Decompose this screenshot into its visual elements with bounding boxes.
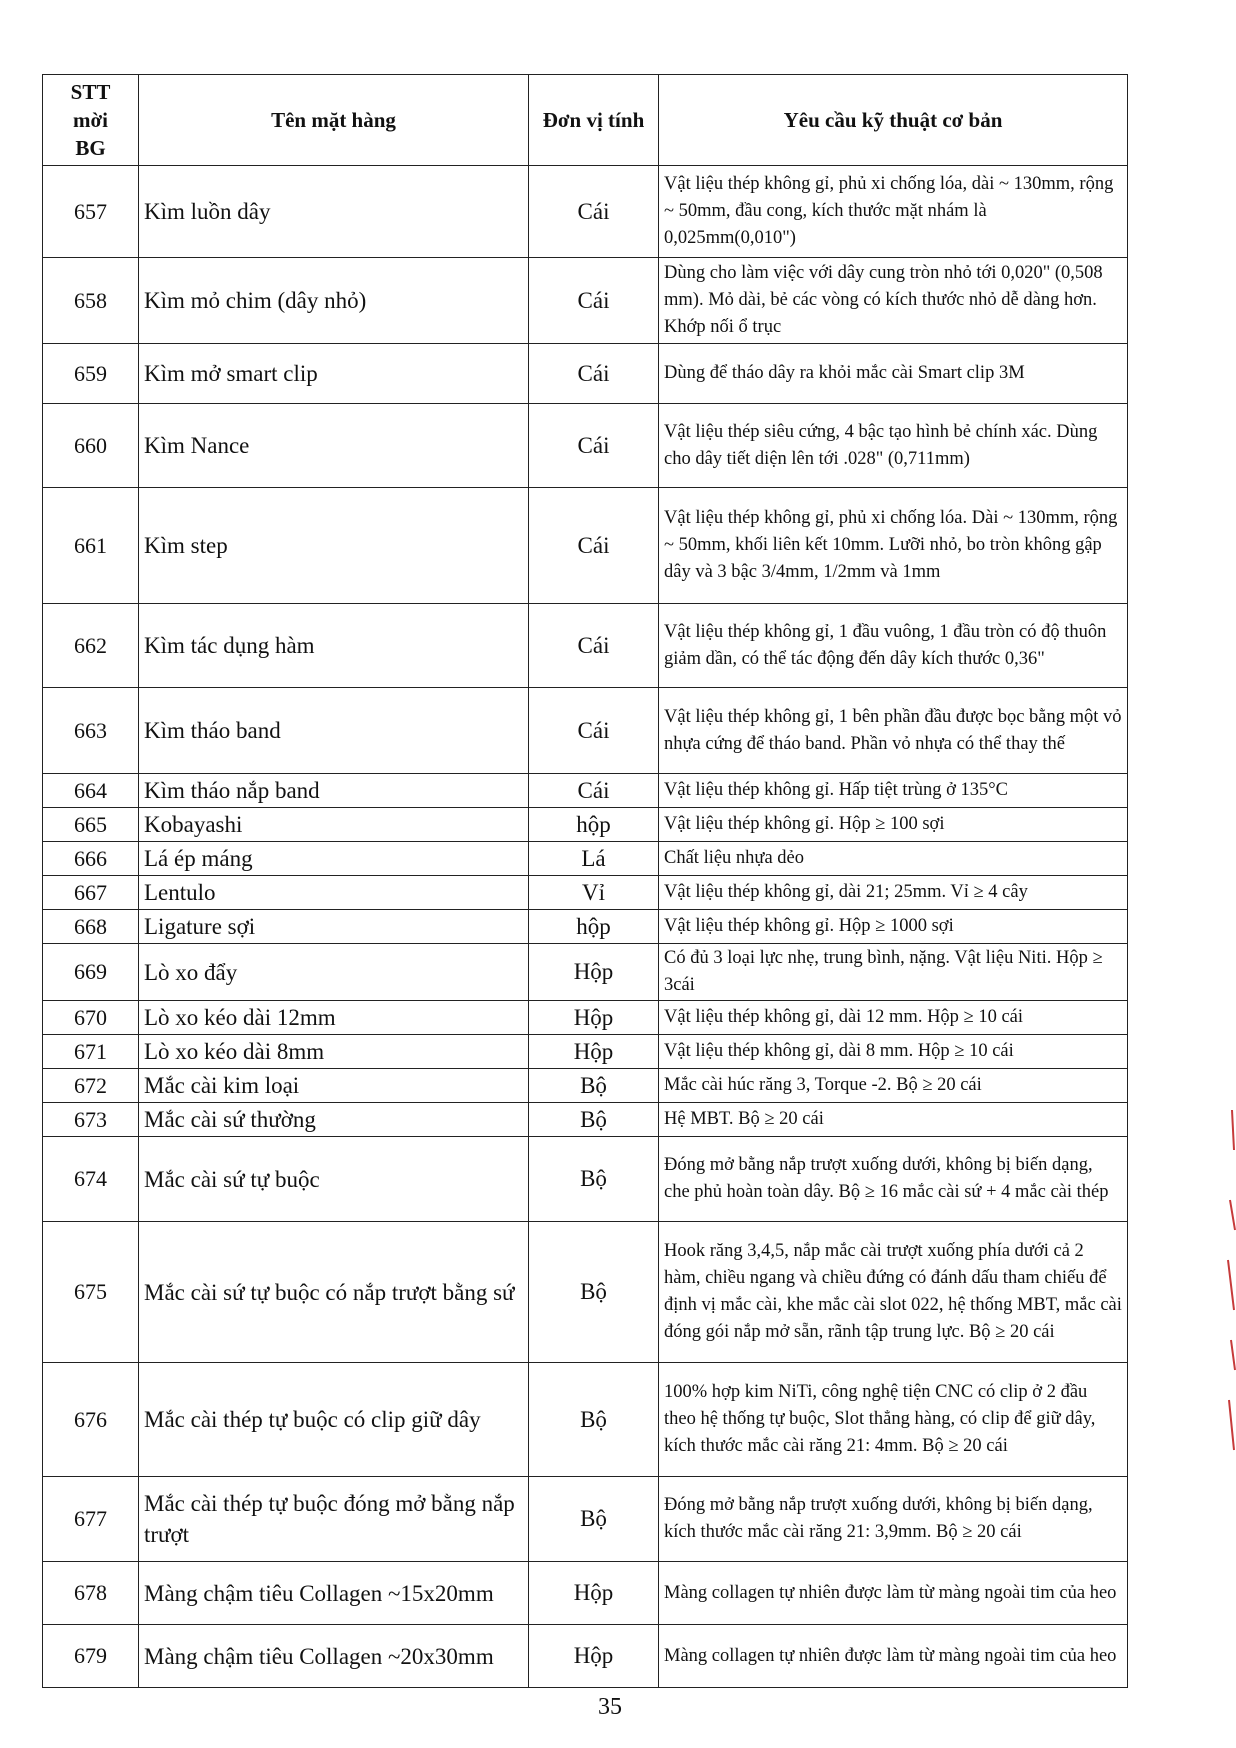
- page-edge-marks: [1222, 1110, 1236, 1470]
- table-row: [43, 1069, 1128, 1103]
- row-requirements: Đóng mở bằng nắp trượt xuống dưới, không bị biến dạng, kích thước mắc cài răng 21: 3,9mm. Bộ ≥ 20 cái: [659, 1477, 1128, 1562]
- row-item-name: Kìm mỏ chim (dây nhỏ): [139, 258, 529, 344]
- row-unit: Lá: [529, 842, 659, 876]
- table-row: [43, 774, 1128, 808]
- row-stt: 658: [43, 258, 139, 344]
- row-requirements: Vật liệu thép siêu cứng, 4 bậc tạo hình bẻ chính xác. Dùng cho dây tiết diện lên tới .028" (0,711mm): [659, 404, 1128, 488]
- row-stt: 660: [43, 404, 139, 488]
- row-stt: 661: [43, 488, 139, 604]
- row-stt: 659: [43, 344, 139, 404]
- table-header-row: [43, 75, 1128, 166]
- row-item-name: Lò xo đẩy: [139, 944, 529, 1001]
- row-item-name: Kìm tháo nắp band: [139, 774, 529, 808]
- table-row: [43, 488, 1128, 604]
- row-stt: 666: [43, 842, 139, 876]
- row-requirements: Đóng mở bằng nắp trượt xuống dưới, không bị biến dạng, che phủ hoàn toàn dây. Bộ ≥ 16 mắc cài sứ + 4 mắc cài thép: [659, 1137, 1128, 1222]
- table-row: [43, 258, 1128, 344]
- row-item-name: Kìm step: [139, 488, 529, 604]
- row-unit: Cái: [529, 604, 659, 688]
- table-row: [43, 1035, 1128, 1069]
- header-stt-line2: mời: [73, 108, 108, 132]
- row-stt: 667: [43, 876, 139, 910]
- row-requirements: Mắc cài húc răng 3, Torque -2. Bộ ≥ 20 cái: [659, 1069, 1128, 1103]
- row-item-name: Kobayashi: [139, 808, 529, 842]
- table-row: [43, 1625, 1128, 1688]
- row-item-name: Lá ép máng: [139, 842, 529, 876]
- row-unit: Vỉ: [529, 876, 659, 910]
- row-unit: Cái: [529, 774, 659, 808]
- row-item-name: Lò xo kéo dài 12mm: [139, 1001, 529, 1035]
- row-stt: 672: [43, 1069, 139, 1103]
- row-stt: 663: [43, 688, 139, 774]
- row-item-name: Kìm Nance: [139, 404, 529, 488]
- table-row: [43, 404, 1128, 488]
- table-row: [43, 688, 1128, 774]
- page-number: 35: [598, 1694, 622, 1720]
- row-unit: hộp: [529, 808, 659, 842]
- table-row: [43, 944, 1128, 1001]
- table-row: [43, 1222, 1128, 1363]
- row-unit: Cái: [529, 166, 659, 258]
- row-item-name: Mắc cài thép tự buộc đóng mở bằng nắp trượt: [139, 1477, 529, 1562]
- row-requirements: Chất liệu nhựa dẻo: [659, 842, 1128, 876]
- row-unit: Cái: [529, 258, 659, 344]
- header-stt-line1: STT: [70, 80, 111, 104]
- header-item-name: Tên mặt hàng: [139, 75, 529, 166]
- row-item-name: Mắc cài sứ tự buộc có nắp trượt bằng sứ: [139, 1222, 529, 1363]
- row-requirements: Dùng cho làm việc với dây cung tròn nhỏ tới 0,020" (0,508 mm). Mỏ dài, bẻ các vòng có kích thước nhỏ dễ dàng hơn. Khớp nối ổ trục: [659, 258, 1128, 344]
- row-requirements: Vật liệu thép không gỉ. Hộp ≥ 1000 sợi: [659, 910, 1128, 944]
- row-item-name: Mắc cài kim loại: [139, 1069, 529, 1103]
- table-row: [43, 876, 1128, 910]
- row-item-name: Ligature sợi: [139, 910, 529, 944]
- row-stt: 669: [43, 944, 139, 1001]
- header-unit: Đơn vị tính: [529, 75, 659, 166]
- row-item-name: Kìm tác dụng hàm: [139, 604, 529, 688]
- row-requirements: Màng collagen tự nhiên được làm từ màng ngoài tim của heo: [659, 1625, 1128, 1688]
- row-unit: Bộ: [529, 1069, 659, 1103]
- table-row: [43, 1477, 1128, 1562]
- row-requirements: Vật liệu thép không gỉ. Hộp ≥ 100 sợi: [659, 808, 1128, 842]
- table-row: [43, 166, 1128, 258]
- row-stt: 665: [43, 808, 139, 842]
- row-stt: 676: [43, 1363, 139, 1477]
- row-item-name: Mắc cài sứ tự buộc: [139, 1137, 529, 1222]
- row-requirements: Vật liệu thép không gỉ, 1 đầu vuông, 1 đầu tròn có độ thuôn giảm dần, có thể tác động đến dây kích thước 0,36": [659, 604, 1128, 688]
- row-stt: 670: [43, 1001, 139, 1035]
- table-row: [43, 604, 1128, 688]
- specification-table: [42, 74, 1128, 1688]
- row-requirements: Vật liệu thép không gỉ. Hấp tiệt trùng ở 135°C: [659, 774, 1128, 808]
- row-unit: Hộp: [529, 1001, 659, 1035]
- row-requirements: Hook răng 3,4,5, nắp mắc cài trượt xuống phía dưới cả 2 hàm, chiều ngang và chiều đứng có đánh dấu tham chiếu để định vị mắc cài, khe mắc cài slot 022, hệ thống MBT, mắc cài đóng gói nắp mở sẵn, rãnh tập trung lực. Bộ ≥ 20 cái: [659, 1222, 1128, 1363]
- table-row: [43, 842, 1128, 876]
- row-unit: Hộp: [529, 1562, 659, 1625]
- header-requirements: Yêu cầu kỹ thuật cơ bản: [659, 75, 1128, 166]
- row-stt: 678: [43, 1562, 139, 1625]
- row-unit: Hộp: [529, 1035, 659, 1069]
- row-unit: Cái: [529, 688, 659, 774]
- row-requirements: 100% hợp kim NiTi, công nghệ tiện CNC có clip ở 2 đầu theo hệ thống tự buộc, Slot thẳng hàng, có clip để giữ dây, kích thước mắc cài răng 21: 4mm. Bộ ≥ 20 cái: [659, 1363, 1128, 1477]
- table-row: [43, 910, 1128, 944]
- row-stt: 671: [43, 1035, 139, 1069]
- row-requirements: Vật liệu thép không gỉ, phủ xi chống lóa. Dài ~ 130mm, rộng ~ 50mm, khối liên kết 10mm. Lưỡi nhỏ, bo tròn không gập dây và 3 bậc 3/4mm, 1/2mm và 1mm: [659, 488, 1128, 604]
- header-stt-line3: BG: [75, 136, 106, 160]
- row-stt: 657: [43, 166, 139, 258]
- row-stt: 673: [43, 1103, 139, 1137]
- row-unit: Hộp: [529, 1625, 659, 1688]
- row-item-name: Màng chậm tiêu Collagen ~20x30mm: [139, 1625, 529, 1688]
- table-row: [43, 1562, 1128, 1625]
- row-unit: Bộ: [529, 1222, 659, 1363]
- row-unit: Bộ: [529, 1103, 659, 1137]
- header-stt: [43, 75, 139, 166]
- row-stt: 664: [43, 774, 139, 808]
- row-unit: Cái: [529, 488, 659, 604]
- row-stt: 668: [43, 910, 139, 944]
- row-requirements: Vật liệu thép không gỉ, dài 21; 25mm. Vỉ ≥ 4 cây: [659, 876, 1128, 910]
- table-row: [43, 808, 1128, 842]
- table-row: [43, 344, 1128, 404]
- row-item-name: Mắc cài thép tự buộc có clip giữ dây: [139, 1363, 529, 1477]
- row-item-name: Kìm tháo band: [139, 688, 529, 774]
- row-stt: 674: [43, 1137, 139, 1222]
- row-stt: 675: [43, 1222, 139, 1363]
- row-stt: 679: [43, 1625, 139, 1688]
- row-item-name: Màng chậm tiêu Collagen ~15x20mm: [139, 1562, 529, 1625]
- row-requirements: Có đủ 3 loại lực nhẹ, trung bình, nặng. Vật liệu Niti. Hộp ≥ 3cái: [659, 944, 1128, 1001]
- table-row: [43, 1103, 1128, 1137]
- row-stt: 677: [43, 1477, 139, 1562]
- row-unit: Bộ: [529, 1363, 659, 1477]
- row-requirements: Vật liệu thép không gỉ, dài 12 mm. Hộp ≥ 10 cái: [659, 1001, 1128, 1035]
- row-item-name: Lò xo kéo dài 8mm: [139, 1035, 529, 1069]
- row-unit: Bộ: [529, 1137, 659, 1222]
- row-unit: Cái: [529, 404, 659, 488]
- row-requirements: Vật liệu thép không gỉ, phủ xi chống lóa, dài ~ 130mm, rộng ~ 50mm, đầu cong, kích thước mặt nhám là 0,025mm(0,010"): [659, 166, 1128, 258]
- row-item-name: Lentulo: [139, 876, 529, 910]
- row-unit: Cái: [529, 344, 659, 404]
- row-requirements: Dùng để tháo dây ra khỏi mắc cài Smart clip 3M: [659, 344, 1128, 404]
- table-row: [43, 1001, 1128, 1035]
- row-requirements: Hệ MBT. Bộ ≥ 20 cái: [659, 1103, 1128, 1137]
- row-requirements: Màng collagen tự nhiên được làm từ màng ngoài tim của heo: [659, 1562, 1128, 1625]
- table-row: [43, 1137, 1128, 1222]
- row-stt: 662: [43, 604, 139, 688]
- row-item-name: Kìm luồn dây: [139, 166, 529, 258]
- table-row: [43, 1363, 1128, 1477]
- row-requirements: Vật liệu thép không gỉ, dài 8 mm. Hộp ≥ 10 cái: [659, 1035, 1128, 1069]
- row-item-name: Mắc cài sứ thường: [139, 1103, 529, 1137]
- row-unit: Hộp: [529, 944, 659, 1001]
- row-item-name: Kìm mở smart clip: [139, 344, 529, 404]
- table-body: [43, 166, 1128, 1688]
- row-unit: Bộ: [529, 1477, 659, 1562]
- row-unit: hộp: [529, 910, 659, 944]
- row-requirements: Vật liệu thép không gỉ, 1 bên phần đầu được bọc bằng một vỏ nhựa cứng để tháo band. Phần vỏ nhựa có thể thay thế: [659, 688, 1128, 774]
